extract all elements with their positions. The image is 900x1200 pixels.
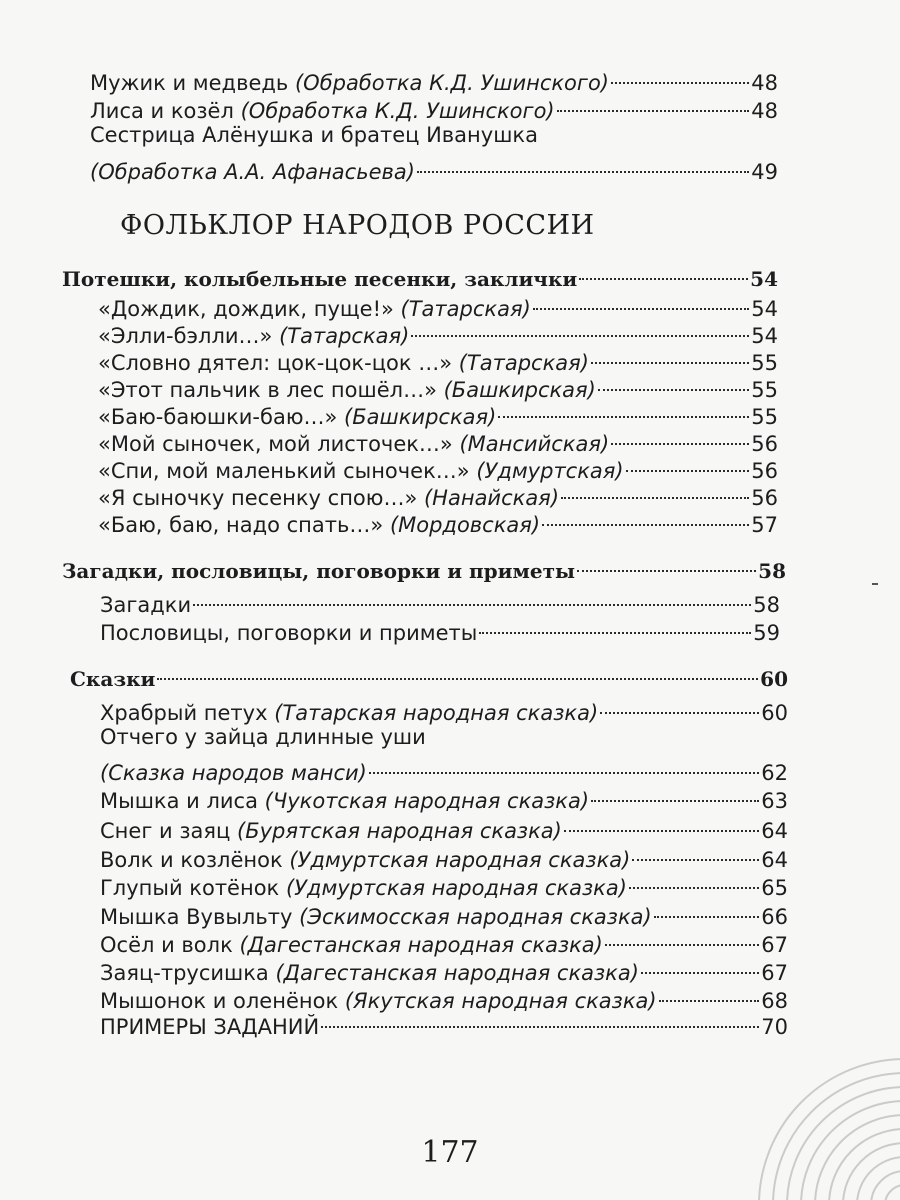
page-ref: 48: [751, 71, 778, 95]
toc-section: Потешки, колыбельные песенки, заклички 54: [62, 258, 778, 293]
toc-entry: «Я сыночку песенку спою…» (Нанайская) 56: [98, 477, 778, 512]
page-ref: 54: [751, 324, 778, 348]
page-ref: 54: [751, 297, 778, 321]
toc-entry: Мышонок и оленёнок (Якутская народная сказка) 68: [100, 980, 788, 1015]
toc-section: Загадки, пословицы, поговорки и приметы 58: [62, 550, 786, 585]
page-ref: 68: [761, 989, 788, 1013]
page-ref: 54: [750, 267, 778, 291]
scan-mark: [872, 583, 878, 585]
page-ref: 58: [753, 593, 780, 617]
page-ref: 48: [751, 99, 778, 123]
page-ref: 66: [761, 905, 788, 929]
toc-entry-title: Сестрица Алёнушка и братец Иванушка: [90, 123, 538, 147]
toc-entry: «Баю, баю, надо спать…» (Мордовская) 57: [98, 504, 778, 539]
page-ref: 67: [761, 933, 788, 957]
toc-entry: «Словно дятел: цок-цок-цок …» (Татарская) 55: [98, 342, 778, 377]
toc-entry: Заяц-трусишка (Дагестанская народная сказка) 67: [100, 952, 788, 987]
toc-entry: ПРИМЕРЫ ЗАДАНИЙ 70: [100, 1006, 788, 1041]
toc-entry: «Этот пальчик в лес пошёл…» (Башкирская) 55: [98, 369, 778, 404]
decorative-swirl: [730, 1010, 900, 1200]
page-ref: 59: [753, 621, 780, 645]
toc-entry: Храбрый петух (Татарская народная сказка) 60: [100, 692, 788, 727]
page-ref: 64: [761, 848, 788, 872]
toc-entry: Мышка и лиса (Чукотская народная сказка) 63: [100, 780, 788, 815]
page-ref: 62: [761, 761, 788, 785]
toc-entry: (Сказка народов манси) 62: [100, 752, 788, 787]
toc-entry: Волк и козлёнок (Удмуртская народная сказка) 64: [100, 839, 788, 874]
toc-entry: (Обработка А.А. Афанасьева) 49: [90, 151, 778, 186]
toc-section: Сказки 60: [70, 658, 788, 693]
toc-entry: «Дождик, дождик, пуще!» (Татарская) 54: [98, 288, 778, 323]
toc-entry: Мышка Вувыльту (Эскимосская народная сказка) 66: [100, 896, 788, 931]
page-ref: 55: [751, 405, 778, 429]
page-ref: 49: [751, 160, 778, 184]
toc-entry: Осёл и волк (Дагестанская народная сказка) 67: [100, 924, 788, 959]
page-ref: 56: [751, 486, 778, 510]
section-heading: ФОЛЬКЛОР НАРОДОВ РОССИИ: [120, 210, 595, 241]
page-ref: 56: [751, 459, 778, 483]
toc-entry: «Спи, мой маленький сыночек…» (Удмуртская) 56: [98, 450, 778, 485]
toc-entry: «Мой сыночек, мой листочек…» (Мансийская) 56: [98, 423, 778, 458]
page-ref: 55: [751, 378, 778, 402]
toc-entry: Снег и заяц (Бурятская народная сказка) 64: [100, 810, 788, 845]
page-ref: 55: [751, 351, 778, 375]
toc-entry-title: Отчего у зайца длинные уши: [100, 725, 426, 749]
page-ref: 64: [761, 819, 788, 843]
page-ref: 70: [761, 1015, 788, 1039]
page-ref: 57: [751, 513, 778, 537]
toc-entry: «Баю-баюшки-баю…» (Башкирская) 55: [98, 396, 778, 431]
page-ref: 63: [761, 789, 788, 813]
page-ref: 65: [761, 876, 788, 900]
page-ref: 60: [760, 667, 788, 691]
page-ref: 67: [761, 961, 788, 985]
toc-entry: Лиса и козёл (Обработка К.Д. Ушинского) 48: [90, 90, 778, 125]
toc-entry: «Элли-бэлли…» (Татарская) 54: [98, 315, 778, 350]
page-number: 177: [421, 1135, 479, 1170]
page-ref: 60: [761, 701, 788, 725]
toc-entry: Мужик и медведь (Обработка К.Д. Ушинского) 48: [90, 62, 778, 97]
page-ref: 56: [751, 432, 778, 456]
toc-entry: Пословицы, поговорки и приметы 59: [100, 612, 780, 647]
page-ref: 58: [758, 559, 786, 583]
toc-entry: Загадки 58: [100, 584, 780, 619]
toc-entry: Глупый котёнок (Удмуртская народная сказка) 65: [100, 867, 788, 902]
